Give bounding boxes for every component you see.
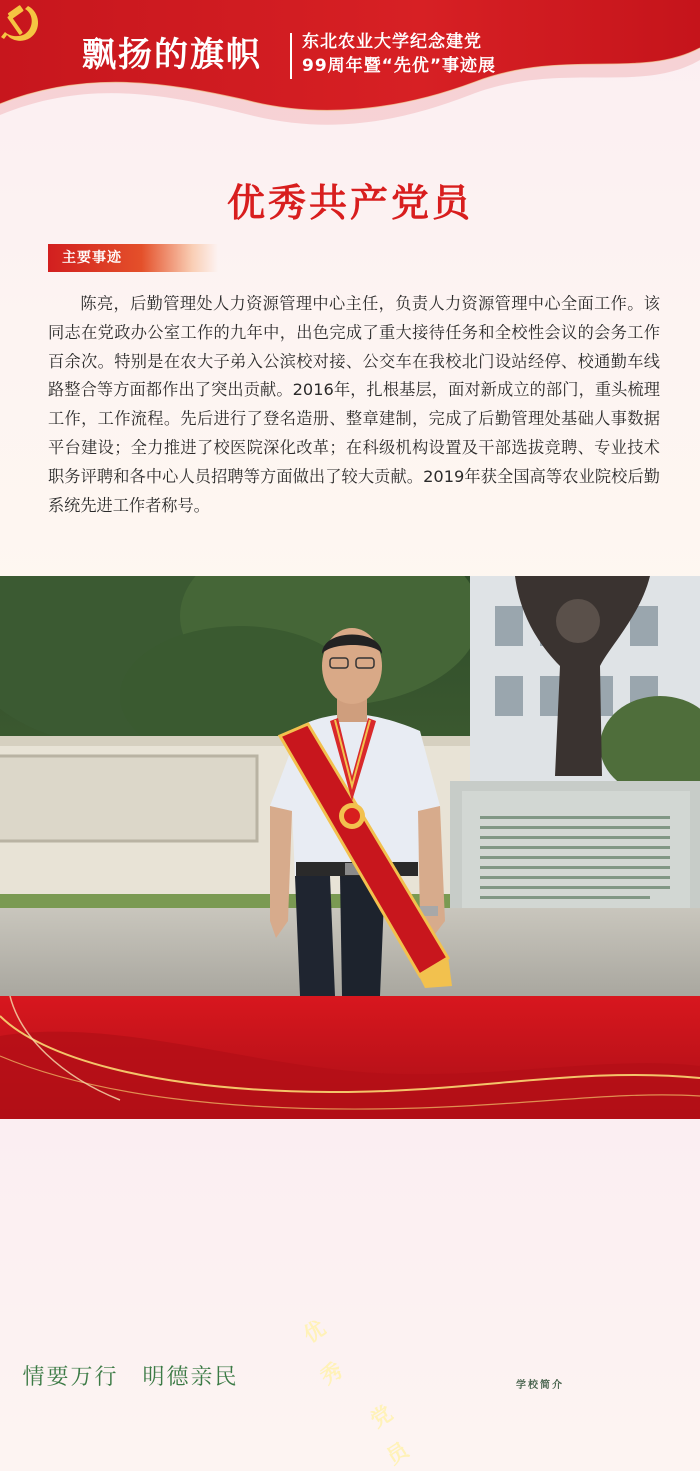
section-label-tag — [48, 244, 218, 272]
photo-scene — [0, 576, 700, 996]
page-title: 优秀共产党员 — [226, 181, 473, 225]
footer-banner — [0, 996, 700, 1119]
header-banner — [0, 0, 700, 150]
subtitle-line-2: 99周年暨“先优”事迹展 — [302, 56, 497, 76]
brand-title: 飘扬的旗帜 — [82, 35, 262, 75]
sash-char-2: 秀 — [316, 1357, 347, 1390]
header-subtitle — [302, 30, 496, 78]
subtitle-line-1: 东北农业大学纪念建党 — [302, 32, 482, 52]
sash-char-4: 员 — [382, 1437, 413, 1470]
monument-title: 学校简介 — [516, 1380, 564, 1391]
portrait-photo — [0, 576, 700, 1470]
wall-inscription: 情要万行 明德亲民 — [22, 1365, 239, 1390]
footer-wave-background — [0, 996, 700, 1119]
sash-char-1: 优 — [299, 1315, 330, 1348]
header-divider — [290, 33, 292, 79]
section-label: 主要事迹 — [62, 250, 122, 266]
biography-text: 陈亮，后勤管理处人力资源管理中心主任，负责人力资源管理中心全面工作。该同志在党政办公室工作的九年中，出色完成了重大接待任务和全校性会议的会务工作百余次。特别是在农大子弟入公滨校对接、公交车在我校北门设站经停、校通勤车线路整合等方面都作出了突出贡献。2016年，扎根基层，面对新成立的部门，重头梳理工作，工作流程。先后进行了登名造册、整章建制，完成了后勤管理处基础人事数据平台建设；全力推进了校医院深化改革；在科级机构设置及干部选拔竞聘、专业技术职务评聘和各中心人员招聘等方面做出了较大贡献。2019年获全国高等农业院校后勤系统先进工作者称号。 — [48, 294, 660, 515]
sash-char-3: 党 — [366, 1400, 397, 1433]
hammer-sickle-icon — [0, 0, 44, 44]
